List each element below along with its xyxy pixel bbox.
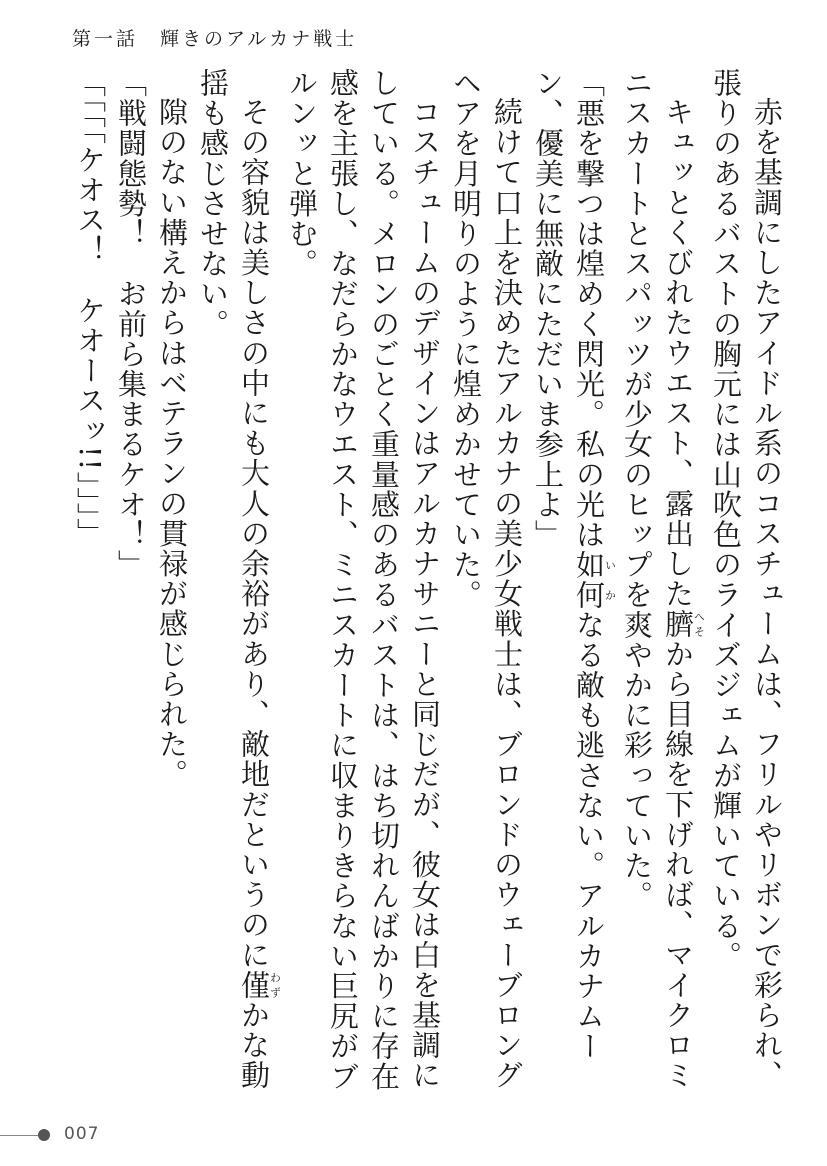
ruby-annotation (237, 969, 282, 1001)
paragraph: 続けて口上を決めたアルカナの美少女戦士は、ブロンドのウェーブロングヘアを月明りのように煌めかせていた。 (449, 68, 524, 1091)
page-footer (0, 1124, 200, 1148)
footer-rule (0, 1135, 40, 1136)
dialogue: 「戦闘態勢！ お前ら集まるケオ！」 (114, 68, 148, 580)
page-number: 007 (64, 1124, 100, 1144)
paragraph (192, 68, 281, 1108)
text-run: なる敵も逃さない。アルカナムーン、優美に無敵にただいま参上よ」 (531, 68, 606, 1062)
text-run: 「悪を撃つは煌めく閃光。私の光は (572, 68, 606, 550)
running-header: 第一話 輝きのアルカナ戦士 (72, 28, 358, 50)
dialogue (527, 68, 616, 1108)
text-run: かな動揺も感じさせない。 (196, 68, 271, 1091)
ruby-base: 臍 (661, 608, 695, 639)
paragraph (616, 68, 705, 1108)
paragraph: 隙のない構えからはベテランの貫禄が感じられた。 (155, 97, 189, 790)
dialogue: 「「「「ケオス！ ケオースッ!!」」」」 (73, 68, 107, 549)
ruby-reading: わず (268, 969, 282, 1000)
text-run: キュッとくびれたウエスト、露出した (661, 97, 695, 609)
text-run: から目線を下げれば、マイクロミニスカートとスパッツが少女のヒップを爽やかに彩っていた。 (620, 68, 695, 1091)
body-text (67, 68, 787, 1108)
paragraph: コスチュームのデザインはアルカナサニーと同じだが、彼女は白を基調にしている。メロンのごとく重量感のあるバストは、はち切れんばかりに存在感を主張し、なだらかなウエスト、ミニスカートに収まりきらない巨尻がブルンッと弾む。 (285, 68, 442, 1092)
footer-dot-icon (38, 1129, 50, 1141)
paragraph: 赤を基調にしたアイドル系のコスチュームは、フリルやリボンで彩られ、張りのあるバストの胸元には山吹色のライズジェムが輝いている。 (709, 68, 784, 1091)
ruby-annotation (572, 549, 617, 610)
ruby-base: 如何 (572, 549, 606, 610)
ruby-reading: へそ (692, 608, 706, 639)
ruby-annotation (661, 608, 706, 639)
text-run: その容貌は美しさの中にも大人の余裕があり、敵地だというのに (237, 97, 271, 970)
ruby-base: 僅 (237, 969, 271, 1001)
ruby-reading: いか (603, 549, 617, 610)
